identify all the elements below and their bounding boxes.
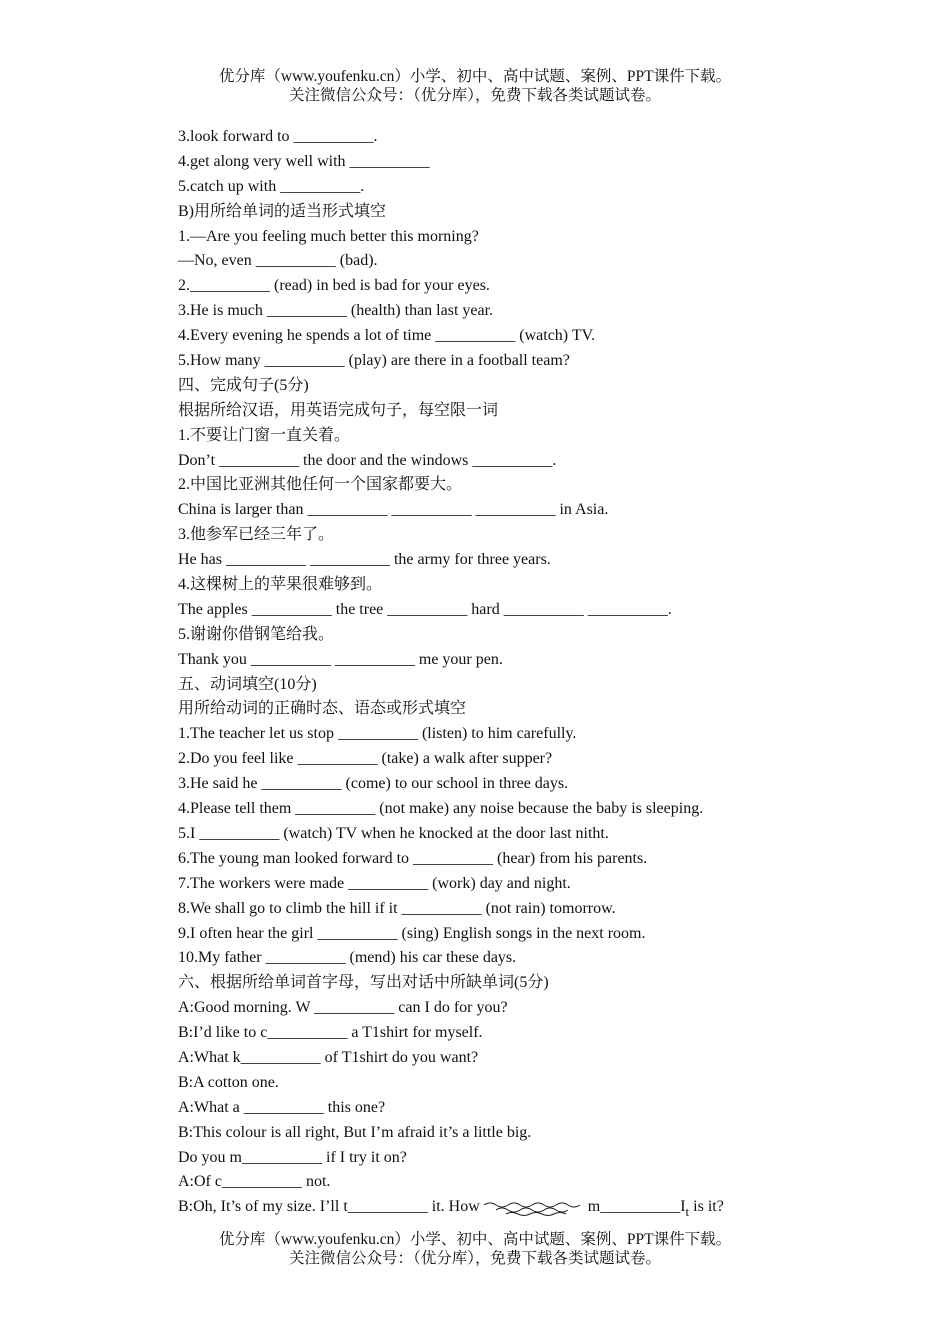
last-line-part-2: m__________I [587, 1198, 686, 1216]
text-line: Do you m__________ if I try it on? [178, 1148, 407, 1166]
text-line: 2.__________ (read) in bed is bad for your eyes. [178, 277, 490, 295]
text-line: 5.I __________ (watch) TV when he knocked at the door last nitht. [178, 824, 609, 842]
text-line: 5.How many __________ (play) are there in a football team? [178, 352, 570, 370]
text-line: B:This colour is all right, But I’m afraid it’s a little big. [178, 1123, 532, 1141]
last-line-part-1: B:Oh, It’s of my size. I’ll t__________ it. How [178, 1198, 480, 1216]
text-line: 9.I often hear the girl __________ (sing) English songs in the next room. [178, 924, 646, 942]
text-line: 3.He is much __________ (health) than last year. [178, 302, 494, 320]
text-line: 5.catch up with __________. [178, 177, 365, 195]
section-instruction: 用所给动词的正确时态、语态或形式填空 [178, 700, 467, 718]
page-footer [0, 1230, 950, 1268]
page-header [0, 67, 950, 105]
text-line: 4.Please tell them __________ (not make) any noise because the baby is sleeping. [178, 800, 704, 818]
text-line: 2.Do you feel like __________ (take) a walk after supper? [178, 750, 553, 768]
text-line: 6.The young man looked forward to __________ (hear) from his parents. [178, 849, 648, 867]
wavy-underline-mark [482, 1200, 586, 1216]
header-line-2: 关注微信公众号：（优分库），免费下载各类试题试卷。 [288, 87, 661, 104]
text-line: 4.Every evening he spends a lot of time __________ (watch) TV. [178, 327, 596, 345]
section-instruction: 根据所给汉语，用英语完成句子，每空限一词 [178, 401, 499, 419]
footer-line-1: 优分库（www.youfenku.cn）小学、初中、高中试题、案例、PPT课件下载。 [218, 1231, 732, 1248]
text-line: 4.这棵树上的苹果很难够到。 [178, 576, 383, 594]
text-line: 1.—Are you feeling much better this morning? [178, 227, 479, 245]
footer-line-2: 关注微信公众号：（优分库），免费下载各类试题试卷。 [288, 1250, 661, 1267]
last-dialogue-line [178, 1195, 878, 1220]
text-line: The apples __________ the tree __________ hard __________ __________. [178, 600, 672, 618]
text-line: 2.中国比亚洲其他任何一个国家都要大。 [178, 476, 463, 494]
text-line: —No, even __________ (bad). [178, 252, 378, 270]
text-line: 3.He said he __________ (come) to our school in three days. [178, 775, 569, 793]
section-heading: 六、根据所给单词首字母，写出对话中所缺单词(5分) [178, 974, 549, 992]
text-line: B:I’d like to c__________ a T1shirt for myself. [178, 1024, 483, 1042]
text-line: Thank you __________ __________ me your pen. [178, 650, 503, 668]
text-line: Don’t __________ the door and the windows __________. [178, 451, 557, 469]
text-line: 1.The teacher let us stop __________ (listen) to him carefully. [178, 725, 577, 743]
text-line: 5.谢谢你借钢笔给我。 [178, 625, 335, 643]
header-line-1: 优分库（www.youfenku.cn）小学、初中、高中试题、案例、PPT课件下载。 [218, 68, 732, 85]
section-heading: 四、完成句子(5分) [178, 376, 309, 394]
text-line: 8.We shall go to climb the hill if it __________ (not rain) tomorrow. [178, 899, 616, 917]
document-body [178, 125, 878, 1220]
text-line: 3.look forward to __________. [178, 128, 378, 145]
text-line: 3.他参军已经三年了。 [178, 526, 335, 544]
section-heading: 五、动词填空(10分) [178, 675, 317, 693]
text-line: China is larger than __________ __________ __________ in Asia. [178, 501, 609, 519]
text-line: 10.My father __________ (mend) his car these days. [178, 949, 517, 967]
text-line: 4.get along very well with __________ [178, 152, 430, 170]
text-line: B:A cotton one. [178, 1073, 279, 1091]
section-heading: B)用所给单词的适当形式填空 [178, 202, 387, 220]
text-line: He has __________ __________ the army for three years. [178, 551, 551, 569]
text-line: 1.不要让门窗一直关着。 [178, 426, 351, 444]
text-line: 7.The workers were made __________ (work) day and night. [178, 874, 571, 892]
text-line: A:Of c__________ not. [178, 1173, 331, 1191]
text-line: A:Good morning. W __________ can I do for you? [178, 999, 508, 1017]
text-line: A:What a __________ this one? [178, 1098, 386, 1116]
last-line-part-3: is it? [689, 1198, 724, 1216]
text-line: A:What k__________ of T1shirt do you want? [178, 1048, 479, 1066]
last-line-subscript: t [685, 1204, 690, 1220]
